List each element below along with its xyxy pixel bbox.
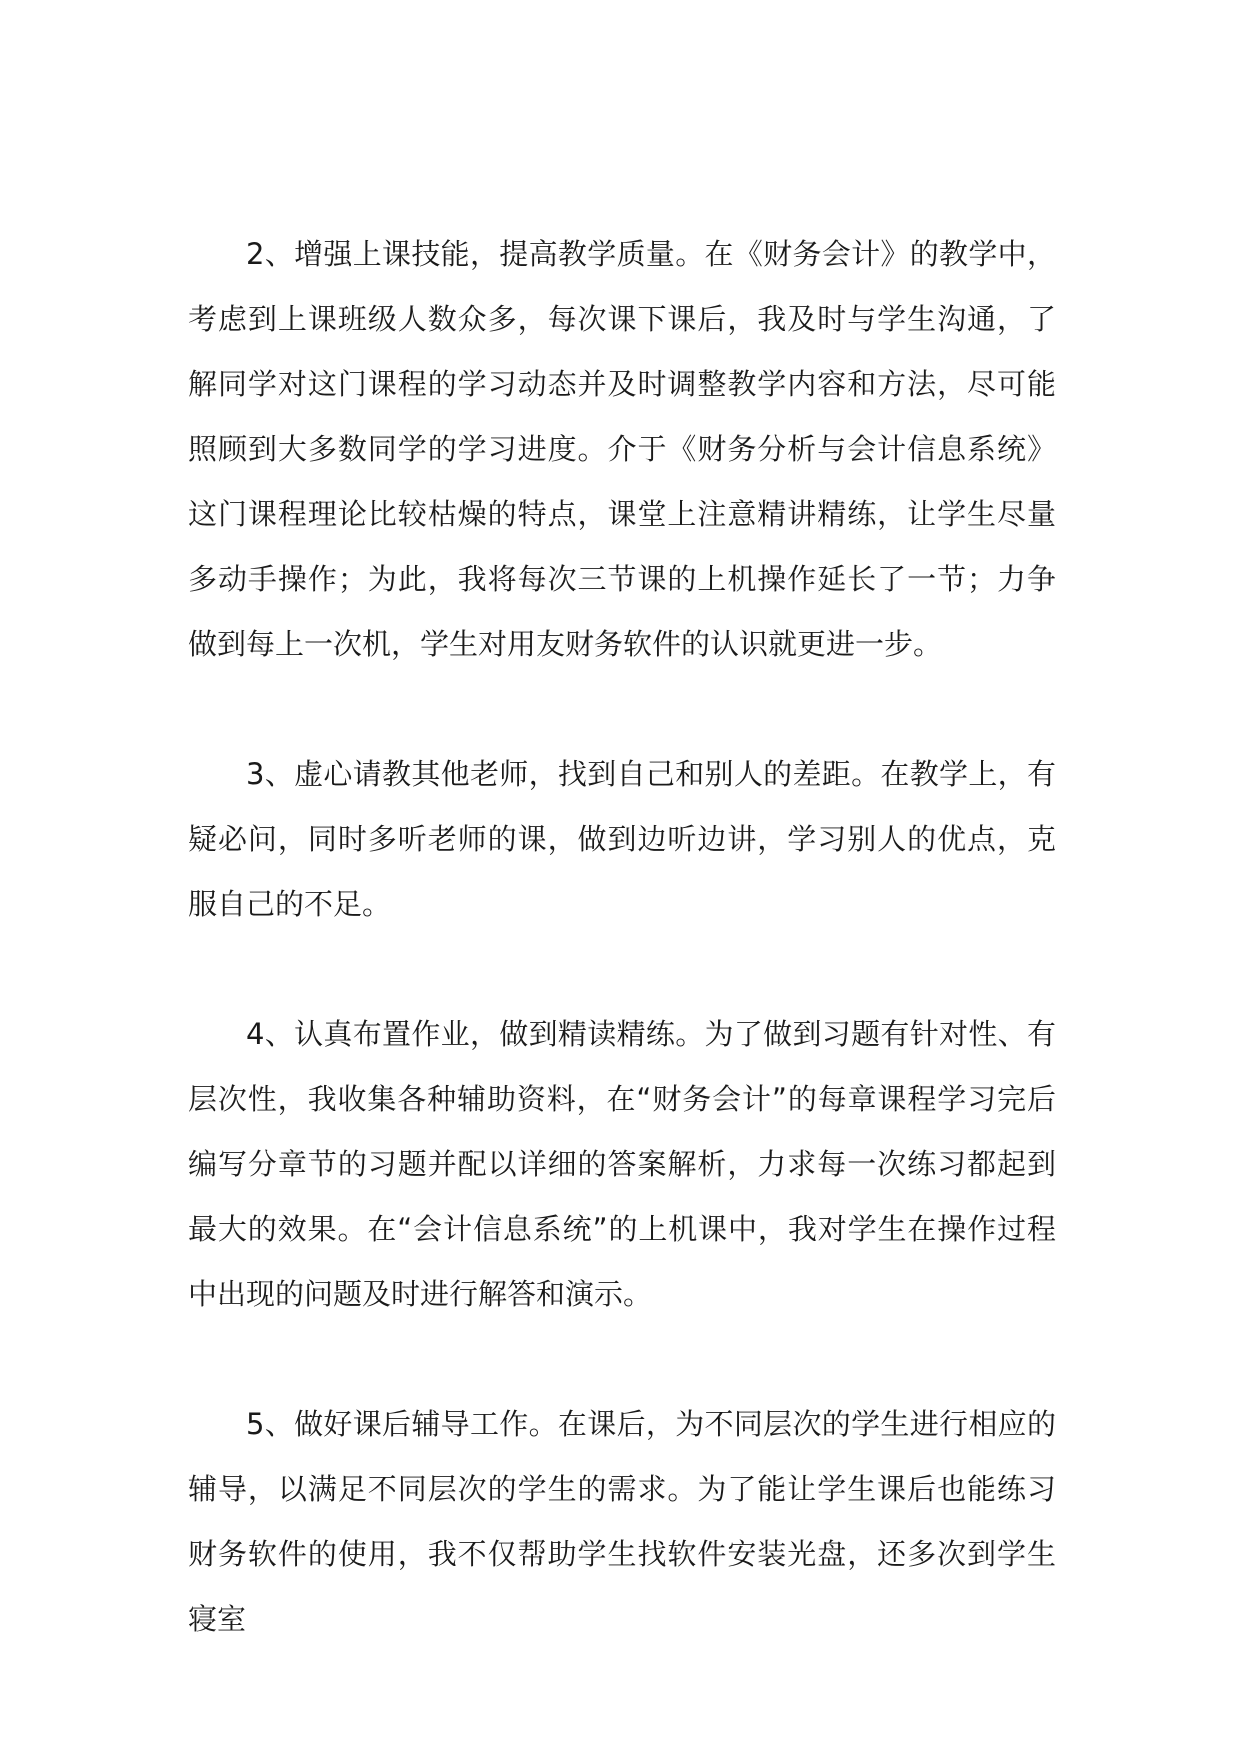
document-body [188, 222, 1056, 1652]
paragraph-5: 5、做好课后辅导工作。在课后，为不同层次的学生进行相应的辅导，以满足不同层次的学生的需求。为了能让学生课后也能练习财务软件的使用，我不仅帮助学生找软件安装光盘，还多次到学生寝室 [188, 1407, 1056, 1636]
paragraph-3: 3、虚心请教其他老师，找到自己和别人的差距。在教学上，有疑必问，同时多听老师的课，做到边听边讲，学习别人的优点，克服自己的不足。 [188, 757, 1056, 921]
paragraph-4: 4、认真布置作业，做到精读精练。为了做到习题有针对性、有层次性，我收集各种辅助资料，在“财务会计”的每章课程学习完后编写分章节的习题并配以详细的答案解析，力求每一次练习都起到最大的效果。在“会计信息系统”的上机课中，我对学生在操作过程中出现的问题及时进行解答和演示。 [188, 1017, 1056, 1311]
paragraph-2: 2、增强上课技能，提高教学质量。在《财务会计》的教学中，考虑到上课班级人数众多，每次课下课后，我及时与学生沟通，了解同学对这门课程的学习动态并及时调整教学内容和方法，尽可能照顾到大多数同学的学习进度。介于《财务分析与会计信息系统》这门课程理论比较枯燥的特点，课堂上注意精讲精练，让学生尽量多动手操作；为此，我将每次三节课的上机操作延长了一节；力争做到每上一次机，学生对用友财务软件的认识就更进一步。 [188, 237, 1056, 661]
